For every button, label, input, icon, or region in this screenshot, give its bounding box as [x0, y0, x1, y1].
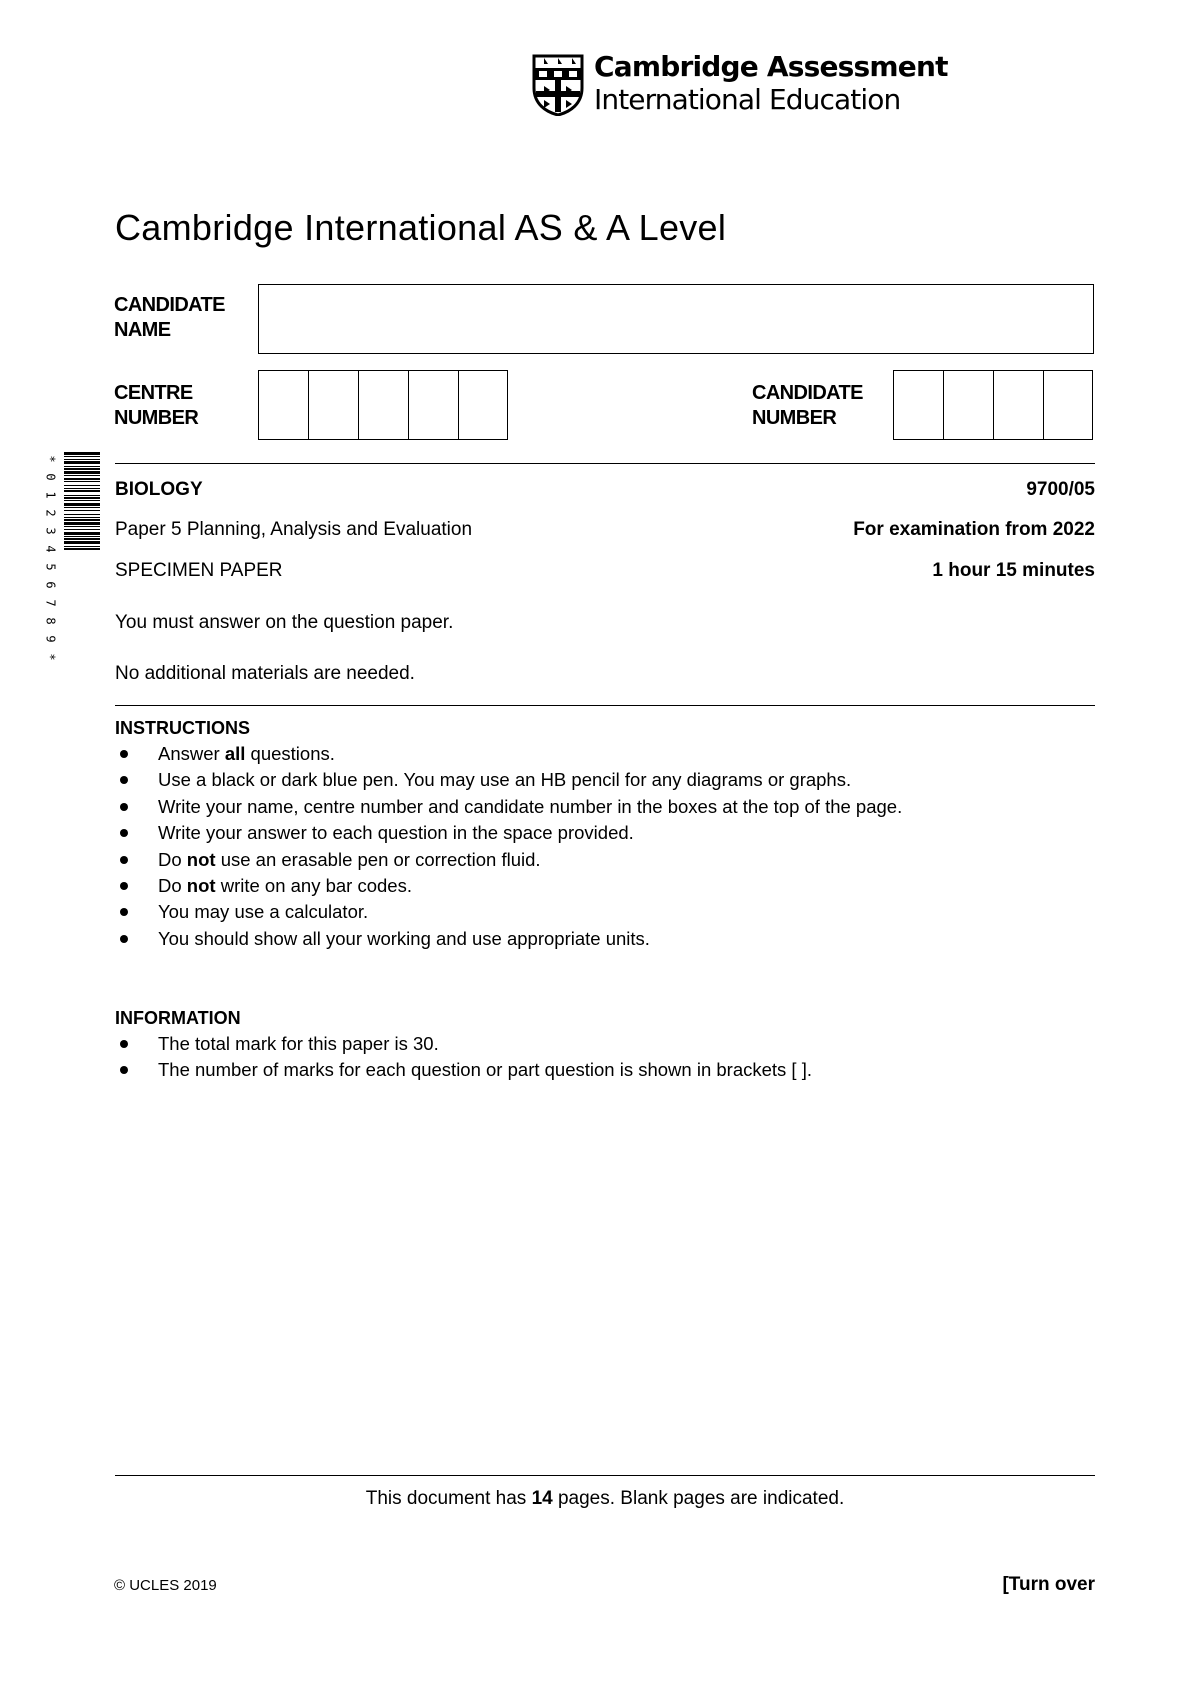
instructions-heading: INSTRUCTIONS	[115, 718, 250, 738]
paper-title: Paper 5 Planning, Analysis and Evaluation	[115, 519, 473, 540]
barcode	[44, 452, 100, 664]
barcode-digit: 6	[43, 581, 58, 589]
list-item: Do not use an erasable pen or correction fluid.	[115, 847, 902, 873]
list-item: You may use a calculator.	[115, 899, 902, 925]
candidate-number-boxes	[893, 370, 1093, 440]
information-heading: INFORMATION	[115, 1008, 241, 1028]
logo-line-1: Cambridge Assessment	[594, 50, 948, 83]
subject: BIOLOGY	[115, 479, 203, 500]
candidate-name-field[interactable]	[258, 284, 1094, 354]
centre-number-label	[114, 381, 198, 431]
instructions-section	[115, 718, 902, 952]
barcode-digit: *	[43, 653, 58, 661]
candidate-name-label-line-1: CANDIDATE	[114, 294, 225, 316]
candidate-name-label-line-2: NAME	[114, 319, 171, 341]
barcode-digit: 5	[43, 563, 58, 571]
barcode-digit: 8	[43, 617, 58, 625]
page-title: Cambridge International AS & A Level	[115, 207, 727, 248]
centre-number-boxes	[258, 370, 508, 440]
barcode-digit: 1	[43, 491, 58, 499]
candidate-name-label	[114, 293, 225, 343]
barcode-digit: 4	[43, 545, 58, 553]
candidate-number-digit-box[interactable]	[1043, 370, 1093, 440]
paper-type: SPECIMEN PAPER	[115, 560, 283, 581]
candidate-number-label-line-1: CANDIDATE	[752, 382, 863, 404]
list-item: The number of marks for each question or part question is shown in brackets [ ].	[115, 1057, 812, 1083]
centre-number-label-line-1: CENTRE	[114, 382, 193, 404]
barcode-digit: 9	[43, 635, 58, 643]
logo-line-2: International Education	[594, 83, 901, 116]
copyright: © UCLES 2019	[114, 1577, 217, 1594]
cambridge-crest-icon	[532, 54, 584, 116]
centre-number-digit-box[interactable]	[358, 370, 408, 440]
candidate-number-label	[752, 381, 863, 431]
barcode-bars	[64, 452, 100, 664]
syllabus-code: 9700/05	[1026, 479, 1095, 500]
duration: 1 hour 15 minutes	[932, 560, 1095, 581]
centre-number-digit-box[interactable]	[408, 370, 458, 440]
candidate-number-digit-box[interactable]	[943, 370, 993, 440]
list-item: The total mark for this paper is 30.	[115, 1031, 812, 1057]
materials-note: No additional materials are needed.	[115, 663, 415, 684]
barcode-digit: 2	[43, 509, 58, 517]
divider	[115, 1475, 1095, 1476]
list-item: You should show all your working and use appropriate units.	[115, 926, 902, 952]
list-item: Write your name, centre number and candidate number in the boxes at the top of the page.	[115, 794, 902, 820]
page-count-note: This document has 14 pages. Blank pages are indicated.	[365, 1488, 845, 1509]
centre-number-digit-box[interactable]	[308, 370, 358, 440]
candidate-number-digit-box[interactable]	[893, 370, 943, 440]
list-item: Write your answer to each question in the space provided.	[115, 820, 902, 846]
information-section	[115, 1008, 812, 1084]
divider	[115, 705, 1095, 706]
centre-number-digit-box[interactable]	[458, 370, 508, 440]
list-item: Answer all questions.	[115, 741, 902, 767]
cambridge-logo	[532, 50, 948, 120]
information-list	[115, 1031, 812, 1084]
instructions-list	[115, 741, 902, 952]
list-item: Use a black or dark blue pen. You may use an HB pencil for any diagrams or graphs.	[115, 767, 902, 793]
candidate-number-digit-box[interactable]	[993, 370, 1043, 440]
turn-over: [Turn over	[1002, 1574, 1095, 1595]
barcode-digit: 3	[43, 527, 58, 535]
barcode-digit: *	[43, 455, 58, 463]
exam-from: For examination from 2022	[853, 519, 1095, 540]
barcode-digit: 0	[43, 473, 58, 481]
answer-note: You must answer on the question paper.	[115, 612, 454, 633]
barcode-digit: 7	[43, 599, 58, 607]
candidate-number-label-line-2: NUMBER	[752, 407, 837, 429]
centre-number-label-line-2: NUMBER	[114, 407, 199, 429]
barcode-digits	[44, 452, 58, 664]
list-item: Do not write on any bar codes.	[115, 873, 902, 899]
centre-number-digit-box[interactable]	[258, 370, 308, 440]
divider	[115, 463, 1095, 464]
